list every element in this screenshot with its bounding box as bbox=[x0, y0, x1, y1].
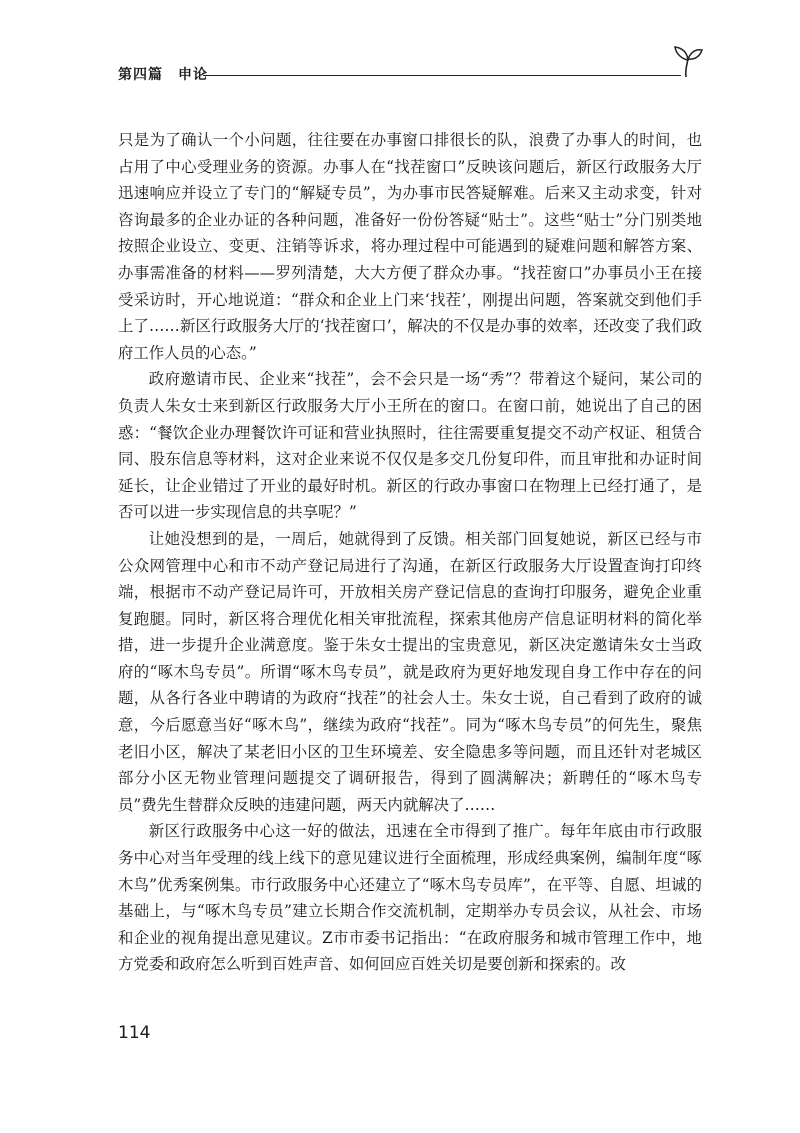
body-text bbox=[118, 127, 702, 978]
paragraph: 只是为了确认一个小问题，往往要在办事窗口排很长的队，浪费了办事人的时间，也占用了中心受理业务的资源。办事人在“找茬窗口”反映该问题后，新区行政服务大厅迅速响应并设立了专门的“解疑专员”，为办事市民答疑解难。后来又主动求变，针对咨询最多的企业办证的各种问题，准备好一份份答疑“贴士”。这些“贴士”分门别类地按照企业设立、变更、注销等诉求，将办理过程中可能遇到的疑难问题和解答方案、办事需准备的材料——罗列清楚，大大方便了群众办事。“找茬窗口”办事员小王在接受采访时，开心地说道：“群众和企业上门来‘找茬’，刚提出问题，答案就交到他们手上了……新区行政服务大厅的‘找茬窗口’，解决的不仅是办事的效率，还改变了我们政府工作人员的心态。” bbox=[118, 131, 702, 362]
paragraph: 新区行政服务中心这一好的做法，迅速在全市得到了推广。每年年底由市行政服务中心对当年受理的线上线下的意见建议进行全面梳理，形成经典案例，编制年度“啄木鸟”优秀案例集。市行政服务中心还建立了“啄木鸟专员库”，在平等、自愿、坦诚的基础上，与“啄木鸟专员”建立长期合作交流机制，定期举办专员会议，从社会、市场和企业的视角提出意见建议。Z市市委书记指出：“在政府服务和城市管理工作中，地方党委和政府怎么听到百姓声音、如何回应百姓关切是要创新和探索的。改 bbox=[118, 822, 702, 974]
sprout-icon bbox=[673, 42, 703, 78]
paragraph: 政府邀请市民、企业来“找茬”，会不会只是一场“秀”？带着这个疑问，某公司的负责人朱女士来到新区行政服务大厅小王所在的窗口。在窗口前，她说出了自己的困惑：“餐饮企业办理餐饮许可证和营业执照时，往往需要重复提交不动产权证、租赁合同、股东信息等材料，这对企业来说不仅仅是多交几份复印件，而且审批和办证时间延长，让企业错过了开业的最好时机。新区的行政办事窗口在物理上已经打通了，是否可以进一步实现信息的共享呢？” bbox=[118, 370, 702, 522]
running-header bbox=[118, 66, 703, 86]
header-rule bbox=[203, 75, 681, 76]
page-number: 114 bbox=[118, 1023, 151, 1043]
paragraph: 让她没想到的是，一周后，她就得到了反馈。相关部门回复她说，新区已经与市公众网管理中心和市不动产登记局进行了沟通，在新区行政服务大厅设置查询打印终端，根据市不动产登记局许可，开放相关房产登记信息的查询打印服务，避免企业重复跑腿。同时，新区将合理优化相关审批流程，探索其他房产信息证明材料的简化举措，进一步提升企业满意度。鉴于朱女士提出的宝贵意见，新区决定邀请朱女士当政府的“啄木鸟专员”。所谓“啄木鸟专员”，就是政府为更好地发现自身工作中存在的问题，从各行各业中聘请的为政府“找茬”的社会人士。朱女士说，自己看到了政府的诚意，今后愿意当好“啄木鸟”，继续为政府“找茬”。同为“啄木鸟专员”的何先生，聚焦老旧小区，解决了某老旧小区的卫生环境差、安全隐患多等问题，而且还针对老城区部分小区无物业管理问题提交了调研报告，得到了圆满解决；新聘任的“啄木鸟专员”费先生替群众反映的违建问题，两天内就解决了…… bbox=[118, 529, 702, 814]
section-label: 第四篇 申论 bbox=[118, 67, 208, 83]
